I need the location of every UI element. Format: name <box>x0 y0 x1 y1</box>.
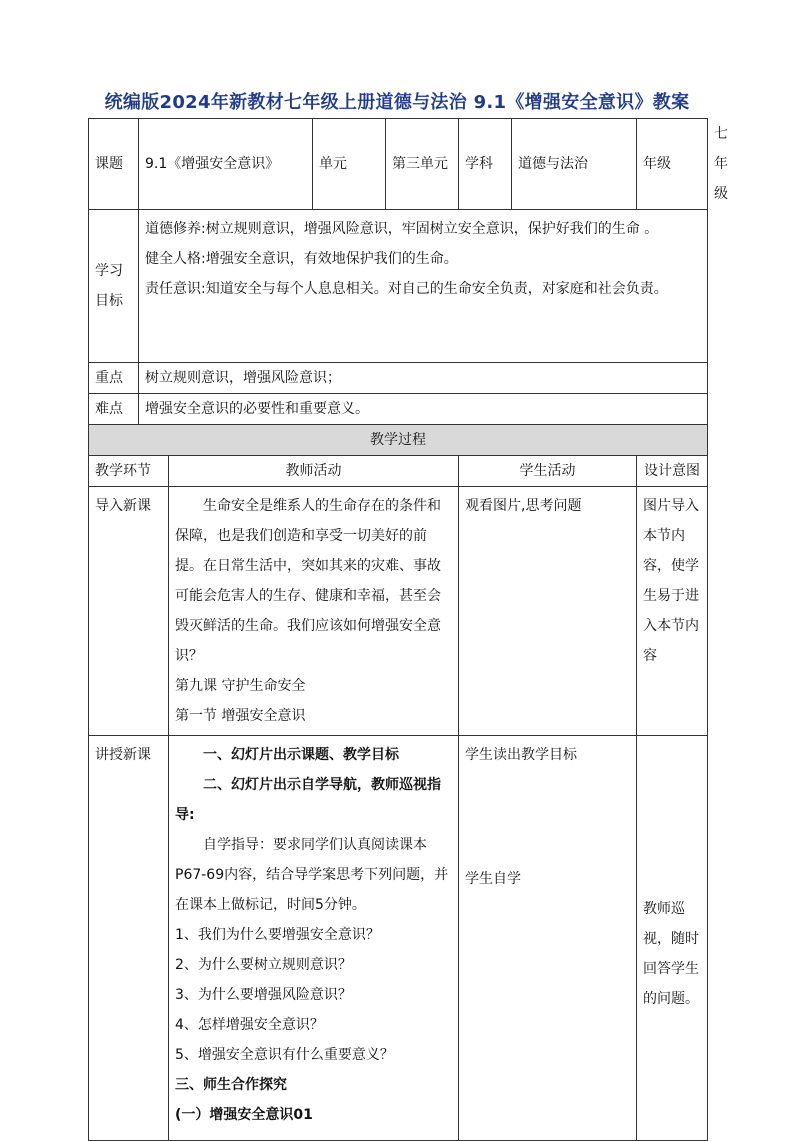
intro-paragraph: 生命安全是维系人的生命存在的条件和保障，也是我们创造和享受一切美好的前提。在日常生活中，突如其来的灾难、事故可能会危害人的生存、健康和幸福，甚至会毁灭鲜活的生命。我们应该如何增强安全意识？ <box>175 498 441 664</box>
teacher-header: 教师活动 <box>169 456 459 487</box>
difficulties-label: 难点 <box>89 394 139 425</box>
goal-item: 道德修养:树立规则意识，增强风险意识，牢固树立安全意识，保护好我们的生命 。 <box>145 221 659 237</box>
intro-intent: 图片导入本节内容，使学生易于进入本节内容 <box>637 487 708 736</box>
intro-teacher <box>169 487 459 736</box>
grade-label: 年级 <box>637 119 708 210</box>
teach-teacher <box>169 736 459 1141</box>
lesson-value: 9.1《增强安全意识》 <box>139 119 313 210</box>
unit-label: 单元 <box>313 119 386 210</box>
lesson-plan-table <box>88 118 729 1141</box>
key-points-label: 重点 <box>89 363 139 394</box>
process-title: 教学过程 <box>89 425 708 456</box>
stage-header: 教学环节 <box>89 456 169 487</box>
goals-content <box>139 210 708 363</box>
question-item: 3、为什么要增强风险意识？ <box>175 987 352 1003</box>
intro-student: 观看图片,思考问题 <box>459 487 637 736</box>
student-header: 学生活动 <box>459 456 637 487</box>
teach-sub-1: (一）增强安全意识01 <box>175 1107 313 1123</box>
teach-student-1: 学生读出教学目标 <box>465 747 578 763</box>
document-title: 统编版2024年新教材七年级上册道德与法治 9.1《增强安全意识》教案 <box>104 92 690 113</box>
intro-lesson-line: 第九课 守护生命安全 <box>175 678 306 694</box>
key-points-value: 树立规则意识，增强风险意识； <box>139 363 708 394</box>
question-item: 1、我们为什么要增强安全意识？ <box>175 927 380 943</box>
intent-header: 设计意图 <box>637 456 708 487</box>
intro-section-line: 第一节 增强安全意识 <box>175 708 306 724</box>
lesson-label: 课题 <box>89 119 139 210</box>
goal-item: 责任意识:知道安全与每个人息息相关。对自己的生命安全负责，对家庭和社会负责。 <box>145 281 668 297</box>
teach-step-1: 一、幻灯片出示课题、教学目标 <box>203 747 399 763</box>
teach-stage: 讲授新课 <box>89 736 169 1141</box>
process-header-row <box>89 456 708 487</box>
question-item: 4、怎样增强安全意识？ <box>175 1017 324 1033</box>
process-title-row <box>89 425 708 456</box>
intro-stage: 导入新课 <box>89 487 169 736</box>
teach-student <box>459 736 637 1141</box>
teach-intent-text: 教师巡视，随时回答学生的问题。 <box>643 901 700 1007</box>
subject-label: 学科 <box>459 119 512 210</box>
key-points-row <box>89 363 708 394</box>
teach-step-2: 二、幻灯片出示自学导航，教师巡视指导: <box>175 777 441 823</box>
question-item: 2、为什么要树立规则意识？ <box>175 957 352 973</box>
question-item: 5、增强安全意识有什么重要意义？ <box>175 1047 394 1063</box>
teach-row <box>89 736 708 1141</box>
teach-student-2: 学生自学 <box>465 871 522 887</box>
goal-item: 健全人格:增强安全意识，有效地保护我们的生命。 <box>145 251 458 267</box>
teach-step-3: 三、师生合作探究 <box>175 1077 287 1093</box>
goals-row <box>89 210 708 363</box>
unit-value: 第三单元 <box>386 119 459 210</box>
teach-guide: 自学指导：要求同学们认真阅读课本P67-69内容，结合导学案思考下列问题，并在课本上做标记，时间5分钟。 <box>175 837 449 913</box>
info-row: 课题 9.1《增强安全意识》 单元 第三单元 学科 道德与法治 年级 七年级 <box>89 119 708 210</box>
intro-row <box>89 487 708 736</box>
difficulties-value: 增强安全意识的必要性和重要意义。 <box>139 394 708 425</box>
subject-value: 道德与法治 <box>512 119 637 210</box>
teach-intent <box>637 736 708 1141</box>
goals-label: 学习目标 <box>89 210 139 363</box>
difficulties-row <box>89 394 708 425</box>
